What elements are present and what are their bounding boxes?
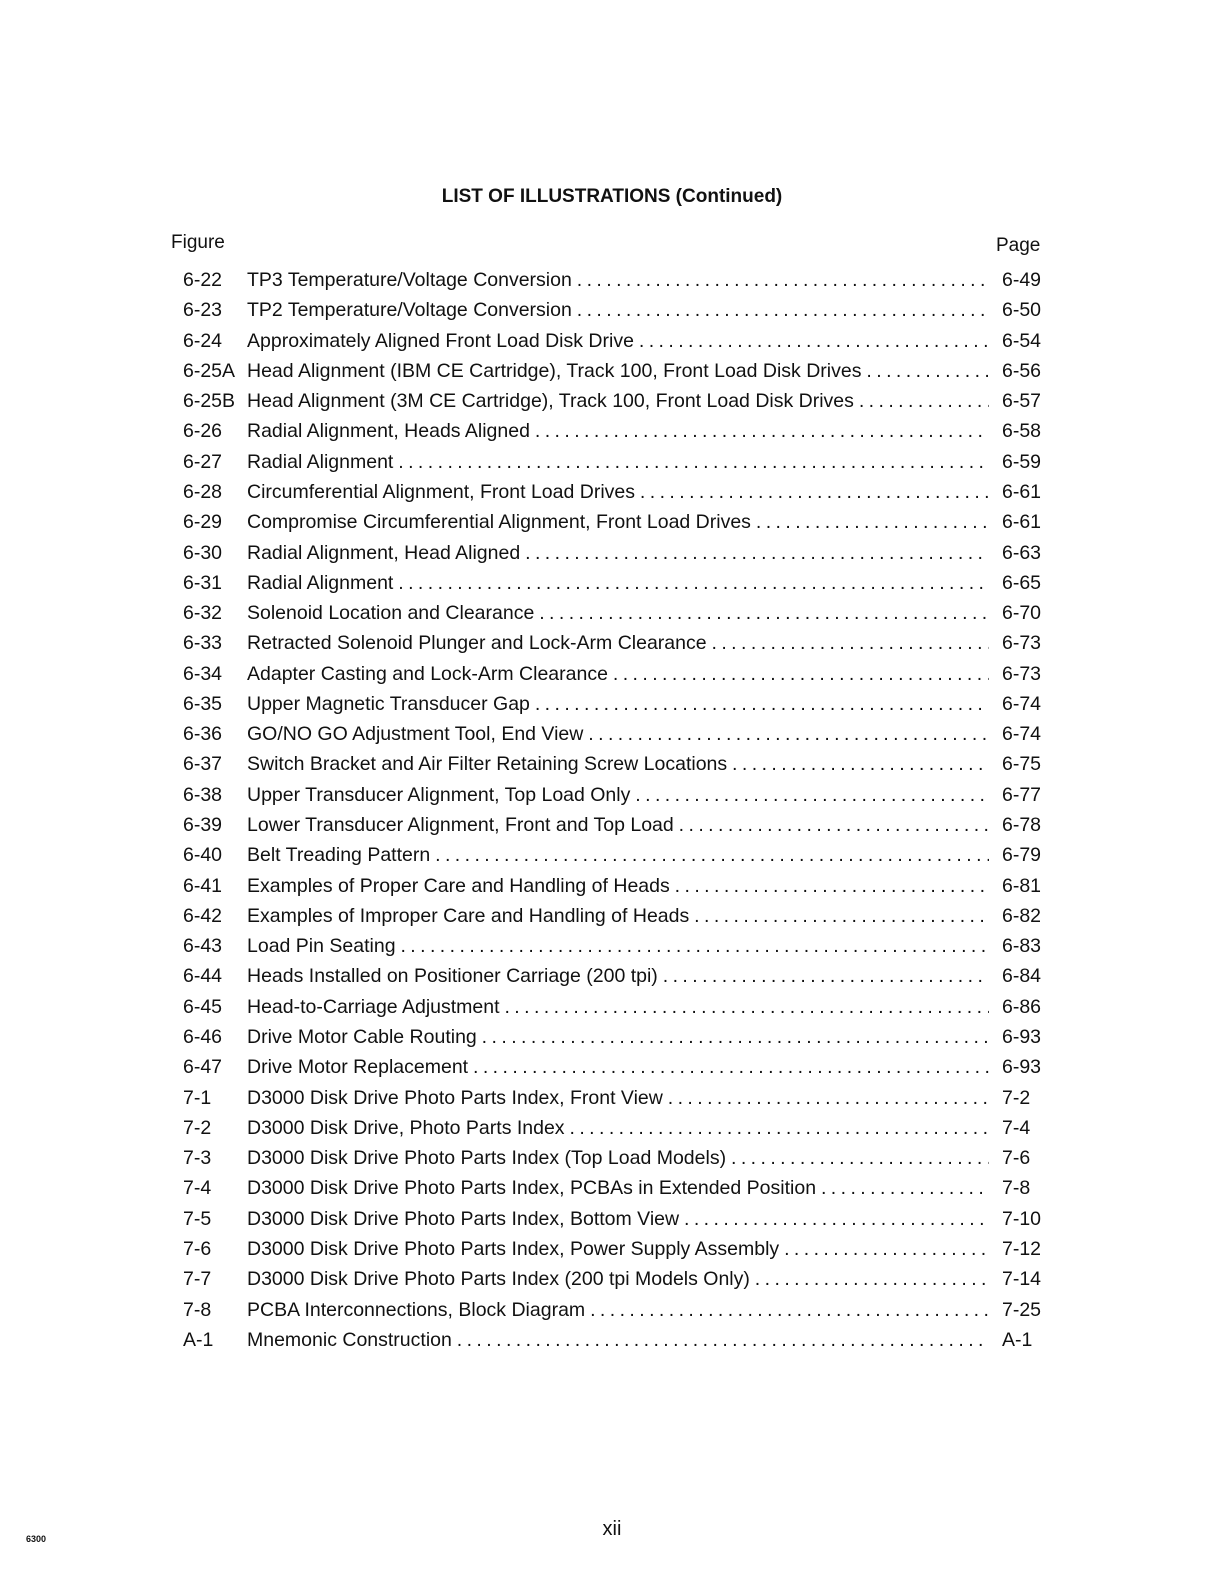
figure-number: 6-43: [183, 935, 223, 958]
figure-number: 6-37: [183, 753, 223, 776]
list-item: [0, 356, 1224, 386]
list-item: [0, 659, 1224, 689]
list-item: [0, 901, 1224, 931]
figure-title: Switch Bracket and Air Filter Retaining Screw Locations . . .: [247, 749, 989, 779]
figure-title: D3000 Disk Drive Photo Parts Index, Front View . . .: [247, 1083, 989, 1113]
page-reference: 7-10: [1002, 1207, 1042, 1230]
page-reference: 6-83: [1002, 935, 1042, 958]
figure-title: PCBA Interconnections, Block Diagram . . .: [247, 1295, 989, 1325]
figure-title: Belt Treading Pattern . . .: [247, 840, 989, 870]
list-item: [0, 1204, 1224, 1234]
list-item: [0, 689, 1224, 719]
page-reference: 6-75: [1002, 753, 1042, 776]
list-item: [0, 416, 1224, 446]
figure-title: TP3 Temperature/Voltage Conversion . . .: [247, 265, 989, 295]
page-reference: 6-81: [1002, 874, 1042, 897]
page-reference: 7-6: [1002, 1147, 1031, 1170]
figure-number: 6-25B: [183, 390, 236, 413]
figure-title: Upper Transducer Alignment, Top Load Only . . .: [247, 780, 989, 810]
list-item: [0, 1173, 1224, 1203]
list-item: [0, 447, 1224, 477]
figure-title: Examples of Proper Care and Handling of Heads . . .: [247, 871, 989, 901]
list-item: [0, 507, 1224, 537]
figure-number: 6-44: [183, 965, 223, 988]
figure-number: 6-40: [183, 844, 223, 867]
figure-number: 6-22: [183, 269, 223, 291]
figure-number: 6-34: [183, 662, 223, 685]
figure-title: Radial Alignment, Head Aligned . . .: [247, 538, 989, 568]
figure-number: 6-25A: [183, 359, 236, 382]
figure-number: 6-41: [183, 874, 223, 897]
figure-title: Solenoid Location and Clearance . . .: [247, 598, 989, 628]
figure-number: 6-47: [183, 1056, 223, 1079]
page-reference: 7-8: [1002, 1177, 1031, 1200]
figure-title: D3000 Disk Drive Photo Parts Index (200 tpi Models Only) . . .: [247, 1264, 989, 1294]
figure-number: 6-38: [183, 783, 223, 806]
list-item: [0, 477, 1224, 507]
figure-title: D3000 Disk Drive Photo Parts Index (Top Load Models) . . .: [247, 1143, 989, 1173]
page-reference: 6-65: [1002, 571, 1042, 594]
figure-number: 7-1: [183, 1086, 212, 1109]
list-item: [0, 719, 1224, 749]
page-reference: 6-56: [1002, 359, 1042, 382]
figure-number: 6-46: [183, 1026, 223, 1048]
page-reference: 7-25: [1002, 1298, 1042, 1321]
list-item: [0, 780, 1224, 810]
document-code: 6300: [26, 1534, 47, 1544]
figure-number: 7-6: [183, 1237, 212, 1260]
list-item: [0, 1143, 1224, 1173]
list-item: [0, 961, 1224, 991]
list-item: [0, 628, 1224, 658]
page-title: LIST OF ILLUSTRATIONS (Continued): [441, 186, 783, 207]
page-reference: 7-14: [1002, 1268, 1042, 1291]
page-reference: 6-63: [1002, 541, 1042, 564]
figure-title: Mnemonic Construction . . .: [247, 1325, 989, 1355]
figure-title: Drive Motor Cable Routing . . .: [247, 1022, 989, 1052]
page-reference: 6-84: [1002, 965, 1042, 988]
page-reference: 7-4: [1002, 1116, 1031, 1139]
page-reference: 6-61: [1002, 480, 1042, 503]
page-reference: 6-86: [1002, 995, 1042, 1018]
list-item: [0, 749, 1224, 779]
figure-number: A-1: [183, 1328, 214, 1351]
page-reference: 6-50: [1002, 299, 1042, 322]
list-item: [0, 810, 1224, 840]
figure-number: 7-5: [183, 1207, 212, 1230]
list-item: [0, 386, 1224, 416]
figure-number: 6-42: [183, 904, 223, 927]
page-reference: 6-78: [1002, 814, 1042, 837]
page-reference: A-1: [1002, 1328, 1033, 1351]
figure-number: 6-27: [183, 450, 223, 473]
figure-title: Circumferential Alignment, Front Load Drives . . .: [247, 477, 989, 507]
figure-title: Head Alignment (3M CE Cartridge), Track 100, Front Load Disk Drives . . .: [247, 386, 989, 416]
figure-title: Radial Alignment, Heads Aligned . . .: [247, 416, 989, 446]
figure-title: Compromise Circumferential Alignment, Front Load Drives . . .: [247, 507, 989, 537]
page-reference: 6-57: [1002, 390, 1042, 413]
page-reference: 6-59: [1002, 450, 1042, 473]
figure-title: D3000 Disk Drive Photo Parts Index, PCBAs in Extended Position . . .: [247, 1173, 989, 1203]
figure-number: 6-36: [183, 723, 223, 746]
figure-number: 6-28: [183, 480, 223, 503]
page-number: xii: [602, 1518, 622, 1540]
figure-number: 6-29: [183, 511, 223, 534]
list-item: [0, 931, 1224, 961]
page-reference: 7-12: [1002, 1237, 1042, 1260]
list-item: [0, 871, 1224, 901]
page-reference: 6-79: [1002, 844, 1042, 867]
list-item: [0, 295, 1224, 325]
figure-title: Radial Alignment . . .: [247, 568, 989, 598]
list-item: [0, 1295, 1224, 1325]
figure-title: Head Alignment (IBM CE Cartridge), Track 100, Front Load Disk Drives . . .: [247, 356, 989, 386]
list-item: [0, 1113, 1224, 1143]
page-reference: 6-54: [1002, 329, 1042, 352]
list-item: [0, 1234, 1224, 1264]
figure-number: 6-24: [183, 329, 223, 352]
figure-number: 6-31: [183, 571, 223, 594]
figure-title: Load Pin Seating . . .: [247, 931, 989, 961]
page-reference: 6-82: [1002, 904, 1042, 927]
figure-number: 6-23: [183, 299, 223, 322]
list-item: [0, 1083, 1224, 1113]
figure-number: 6-39: [183, 814, 223, 837]
list-item: [0, 1022, 1224, 1052]
list-item: [0, 992, 1224, 1022]
figure-title: Radial Alignment . . .: [247, 447, 989, 477]
figure-title: D3000 Disk Drive Photo Parts Index, Bottom View . . .: [247, 1204, 989, 1234]
list-item: [0, 538, 1224, 568]
page-reference: 6-58: [1002, 420, 1042, 443]
figure-title: Examples of Improper Care and Handling of Heads . . .: [247, 901, 989, 931]
list-item: [0, 1325, 1224, 1355]
figure-number: 7-7: [183, 1268, 212, 1291]
figure-title: GO/NO GO Adjustment Tool, End View . . .: [247, 719, 989, 749]
list-item: [0, 1264, 1224, 1294]
list-item: [0, 326, 1224, 356]
page-reference: 6-93: [1002, 1056, 1042, 1079]
page-reference: 6-61: [1002, 511, 1042, 534]
figure-number: 6-26: [183, 420, 223, 443]
list-item: [0, 840, 1224, 870]
figure-title: D3000 Disk Drive, Photo Parts Index . . .: [247, 1113, 989, 1143]
figure-title: Retracted Solenoid Plunger and Lock-Arm Clearance . . .: [247, 628, 989, 658]
list-item: [0, 568, 1224, 598]
figure-title: Upper Magnetic Transducer Gap . . .: [247, 689, 989, 719]
figure-title: TP2 Temperature/Voltage Conversion . . .: [247, 295, 989, 325]
figure-number: 6-30: [183, 541, 223, 564]
page-reference: 7-2: [1002, 1086, 1031, 1109]
figure-title: Lower Transducer Alignment, Front and Top Load . . .: [247, 810, 989, 840]
page-reference: 6-74: [1002, 723, 1042, 746]
list-item: [0, 265, 1224, 295]
figure-title: D3000 Disk Drive Photo Parts Index, Power Supply Assembly . . .: [247, 1234, 989, 1264]
page-reference: 6-77: [1002, 783, 1042, 806]
figure-title: Head-to-Carriage Adjustment . . .: [247, 992, 989, 1022]
figure-number: 6-35: [183, 692, 223, 715]
figure-title: Heads Installed on Positioner Carriage (200 tpi) . . .: [247, 961, 989, 991]
page-reference: 6-70: [1002, 602, 1042, 625]
page-column-header: Page: [996, 235, 1041, 256]
figure-number: 6-45: [183, 995, 223, 1018]
page-reference: 6-49: [1002, 269, 1042, 291]
page-reference: 6-93: [1002, 1026, 1042, 1048]
figure-number: 7-2: [183, 1116, 212, 1139]
list-item: [0, 1052, 1224, 1082]
figure-number: 7-8: [183, 1298, 212, 1321]
figure-title: Drive Motor Replacement . . .: [247, 1052, 989, 1082]
figure-column-header: Figure: [171, 232, 225, 253]
figure-title: Adapter Casting and Lock-Arm Clearance . . .: [247, 659, 989, 689]
figure-title: Approximately Aligned Front Load Disk Drive . . .: [247, 326, 989, 356]
page-reference: 6-74: [1002, 692, 1042, 715]
list-item: [0, 598, 1224, 628]
page-reference: 6-73: [1002, 662, 1042, 685]
figure-number: 7-3: [183, 1147, 212, 1170]
page-reference: 6-73: [1002, 632, 1042, 655]
figure-number: 7-4: [183, 1177, 212, 1200]
figure-number: 6-32: [183, 602, 223, 625]
figure-number: 6-33: [183, 632, 223, 655]
